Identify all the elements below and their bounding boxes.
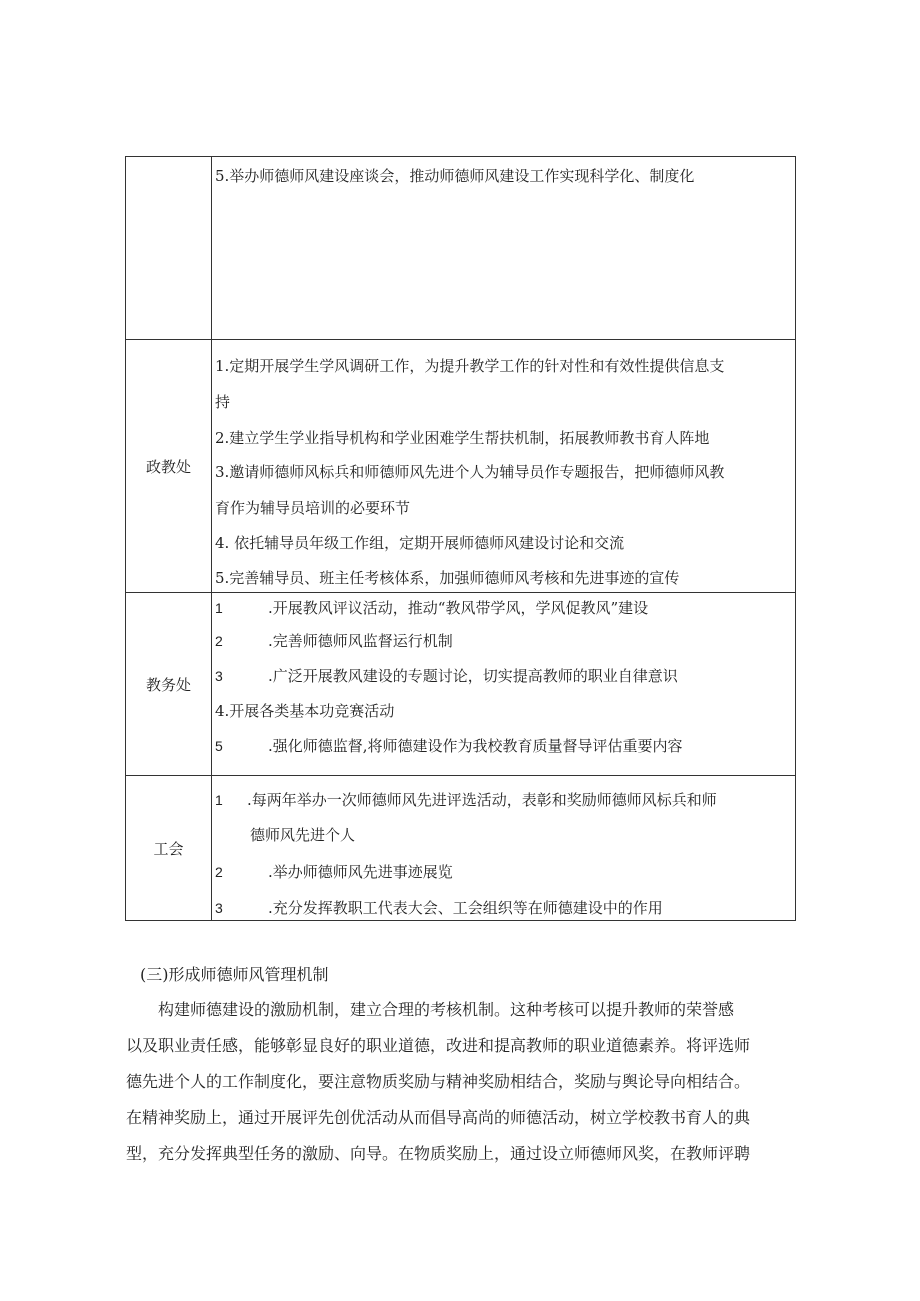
item-line: 5.举办师德师风建设座谈会，推动师德师风建设工作实现科学化、制度化 xyxy=(215,167,695,185)
item-line: .充分发挥教职工代表大会、工会组织等在师德建设中的作用 xyxy=(268,899,663,917)
table-row xyxy=(126,157,796,340)
section-heading: (三)形成师德师风管理机制 xyxy=(140,965,329,984)
item-line: 1.定期开展学生学风调研工作，为提升教学工作的针对性和有效性提供信息支 xyxy=(215,357,725,375)
item-line: .完善师德师风监督运行机制 xyxy=(268,632,453,650)
item-line: 4.开展各类基本功竞赛活动 xyxy=(215,702,395,720)
item-number: 5 xyxy=(215,738,223,754)
item-line: 4. 依托辅导员年级工作组，定期开展师德师风建设讨论和交流 xyxy=(215,534,625,552)
item-line: .开展教风评议活动，推动“教风带学风，学风促教风”建设 xyxy=(268,599,649,617)
item-line: 持 xyxy=(215,393,231,411)
item-line: .举办师德师风先进事迹展览 xyxy=(268,863,453,881)
item-line: 2.建立学生学业指导机构和学业困难学生帮扶机制，拓展教师教书育人阵地 xyxy=(215,429,710,447)
paragraph-line: 构建师德建设的激励机制，建立合理的考核机制。这种考核可以提升教师的荣誉感 xyxy=(158,1000,735,1019)
item-line: 育作为辅导员培训的必要环节 xyxy=(215,499,411,517)
item-line: .强化师德监督,将师德建设作为我校教育质量督导评估重要内容 xyxy=(268,737,683,755)
item-number: 2 xyxy=(215,633,223,649)
item-line: 3.邀请师德师风标兵和师德师风先进个人为辅导员作专题报告，把师德师风教 xyxy=(215,463,725,481)
items-cell xyxy=(212,776,796,921)
table-row xyxy=(126,340,796,593)
dept-cell xyxy=(126,157,212,340)
dept-cell: 工会 xyxy=(126,776,212,921)
item-number: 3 xyxy=(215,668,223,684)
paragraph-line: 型，充分发挥典型任务的激励、向导。在物质奖励上，通过设立师德师风奖，在教师评聘 xyxy=(126,1144,751,1163)
item-number: 1 xyxy=(215,792,223,808)
paragraph-line: 以及职业责任感，能够彰显良好的职业道德，改进和提高教师的职业道德素养。将评选师 xyxy=(126,1036,751,1055)
item-number: 1 xyxy=(215,600,223,616)
items-cell xyxy=(212,340,796,593)
item-number: 2 xyxy=(215,864,223,880)
item-line: 德师风先进个人 xyxy=(250,826,356,844)
body-paragraph xyxy=(126,995,806,1195)
table-row xyxy=(126,593,796,776)
item-line: .广泛开展教风建设的专题讨论，切实提高教师的职业自律意识 xyxy=(268,667,678,685)
item-line: .每两年举办一次师德师风先进评选活动，表彰和奖励师德师风标兵和师 xyxy=(247,791,717,809)
dept-cell: 政教处 xyxy=(126,340,212,593)
item-number: 3 xyxy=(215,900,223,916)
item-line: 5.完善辅导员、班主任考核体系，加强师德师风考核和先进事迹的宣传 xyxy=(215,569,680,587)
paragraph-line: 在精神奖励上，通过开展评先创优活动从而倡导高尚的师德活动，树立学校教书育人的典 xyxy=(126,1108,751,1127)
paragraph-line: 德先进个人的工作制度化，要注意物质奖励与精神奖励相结合，奖励与舆论导向相结合。 xyxy=(126,1072,751,1091)
items-cell xyxy=(212,157,796,340)
items-cell xyxy=(212,593,796,776)
dept-cell: 教务处 xyxy=(126,593,212,776)
responsibility-table xyxy=(125,156,796,921)
table-row xyxy=(126,776,796,921)
